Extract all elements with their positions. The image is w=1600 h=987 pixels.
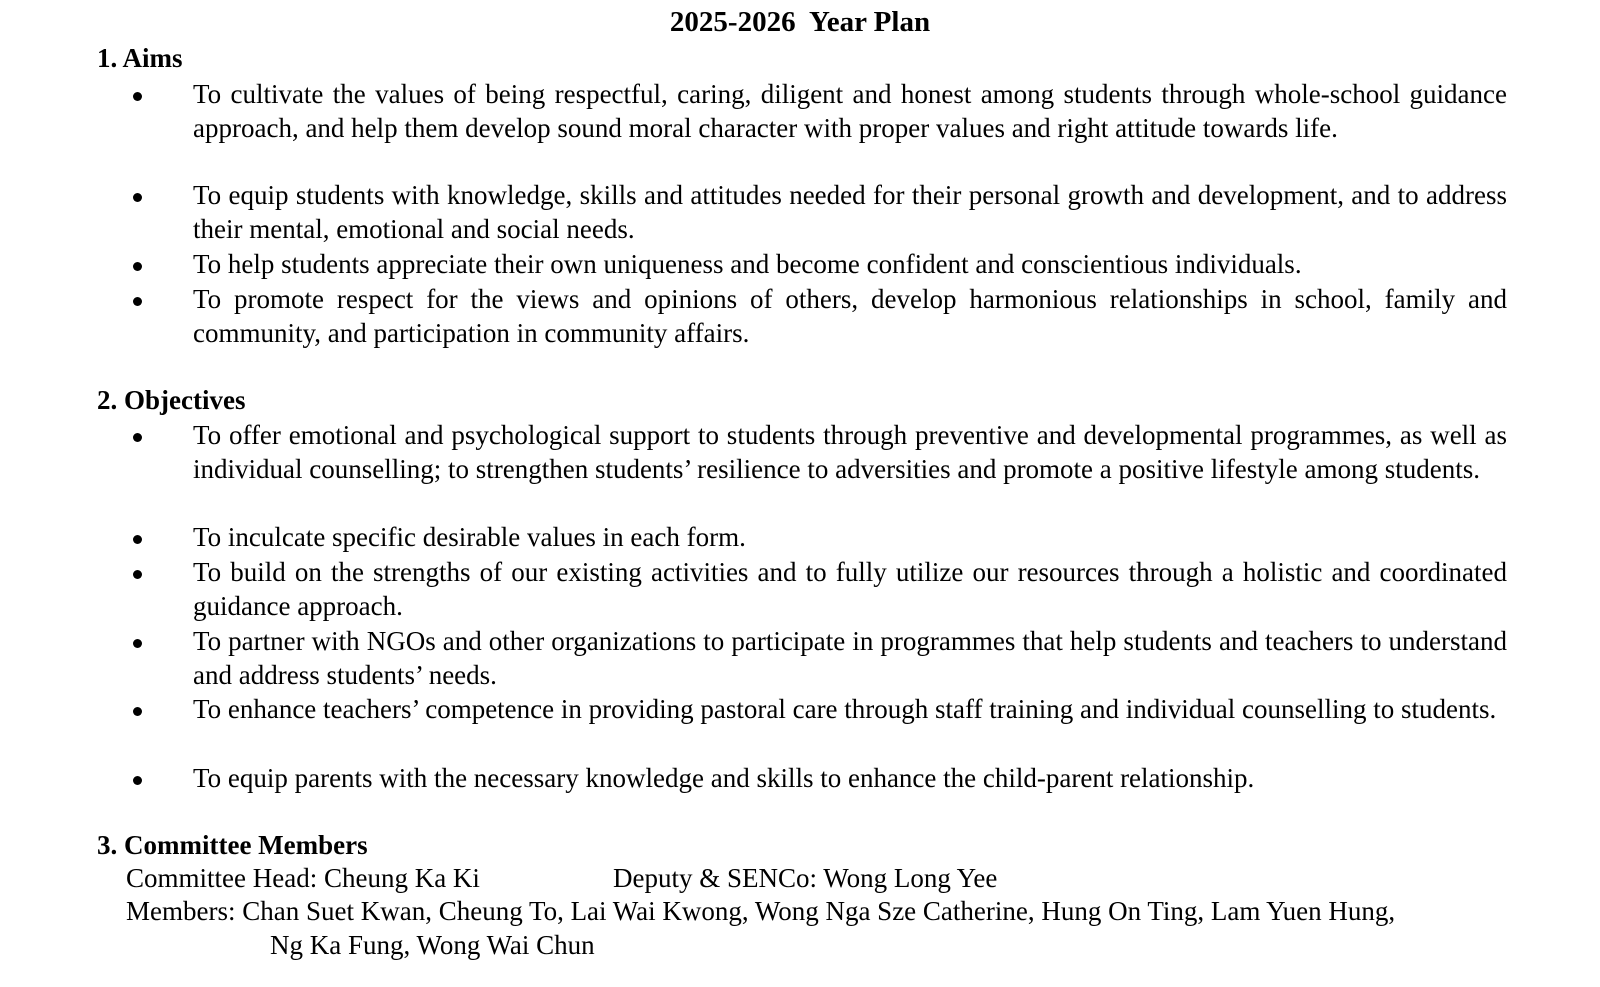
bullet-icon <box>133 776 142 785</box>
objectives-item-text: To equip parents with the necessary knowledge and skills to enhance the child-parent relationship. <box>193 763 1255 793</box>
bullet-icon <box>133 433 142 442</box>
bullet-icon <box>133 535 142 544</box>
aims-item-text: To help students appreciate their own uniqueness and become confident and conscientious individuals. <box>193 249 1302 279</box>
objectives-heading: 2. Objectives <box>97 385 246 415</box>
bullet-icon <box>133 193 142 202</box>
committee-deputy: Deputy & SENCo: Wong Long Yee <box>613 863 998 893</box>
committee-heading: 3. Committee Members <box>97 830 368 860</box>
bullet-icon <box>133 262 142 271</box>
document-title: 2025-2026 Year Plan <box>669 6 931 38</box>
bullet-icon <box>133 707 142 716</box>
committee-members-line-1: Members: Chan Suet Kwan, Cheung To, Lai Wai Kwong, Wong Nga Sze Catherine, Hung On Ting, Lam Yuen Hung, <box>126 896 1396 926</box>
committee-head: Committee Head: Cheung Ka Ki <box>126 863 480 893</box>
committee-members-line-2: Ng Ka Fung, Wong Wai Chun <box>270 930 595 960</box>
bullet-icon <box>133 297 142 306</box>
aims-heading: 1. Aims <box>97 43 183 73</box>
objectives-item-text: To enhance teachers’ competence in providing pastoral care through staff training and individual counselling to students. <box>193 694 1497 724</box>
bullet-icon <box>133 639 142 648</box>
objectives-item-text: To partner with NGOs and other organizations to participate in programmes that help students and teachers to understand and address students’ needs. <box>193 626 1507 690</box>
aims-item-text: To equip students with knowledge, skills and attitudes needed for their personal growth and development, and to address their mental, emotional and social needs. <box>193 180 1507 244</box>
aims-item-text: To cultivate the values of being respectful, caring, diligent and honest among students through whole-school guidance approach, and help them develop sound moral character with proper values and right attitude towards life. <box>193 79 1507 143</box>
objectives-item-text: To offer emotional and psychological support to students through preventive and developmental programmes, as well as individual counselling; to strengthen students’ resilience to adversities and promote a positive lifestyle among students. <box>193 420 1507 484</box>
bullet-icon <box>133 570 142 579</box>
objectives-item-text: To build on the strengths of our existing activities and to fully utilize our resources through a holistic and coordinated guidance approach. <box>193 557 1507 621</box>
aims-item-text: To promote respect for the views and opinions of others, develop harmonious relationships in school, family and community, and participation in community affairs. <box>193 284 1507 348</box>
objectives-item-text: To inculcate specific desirable values in each form. <box>193 522 746 552</box>
bullet-icon <box>133 92 142 101</box>
